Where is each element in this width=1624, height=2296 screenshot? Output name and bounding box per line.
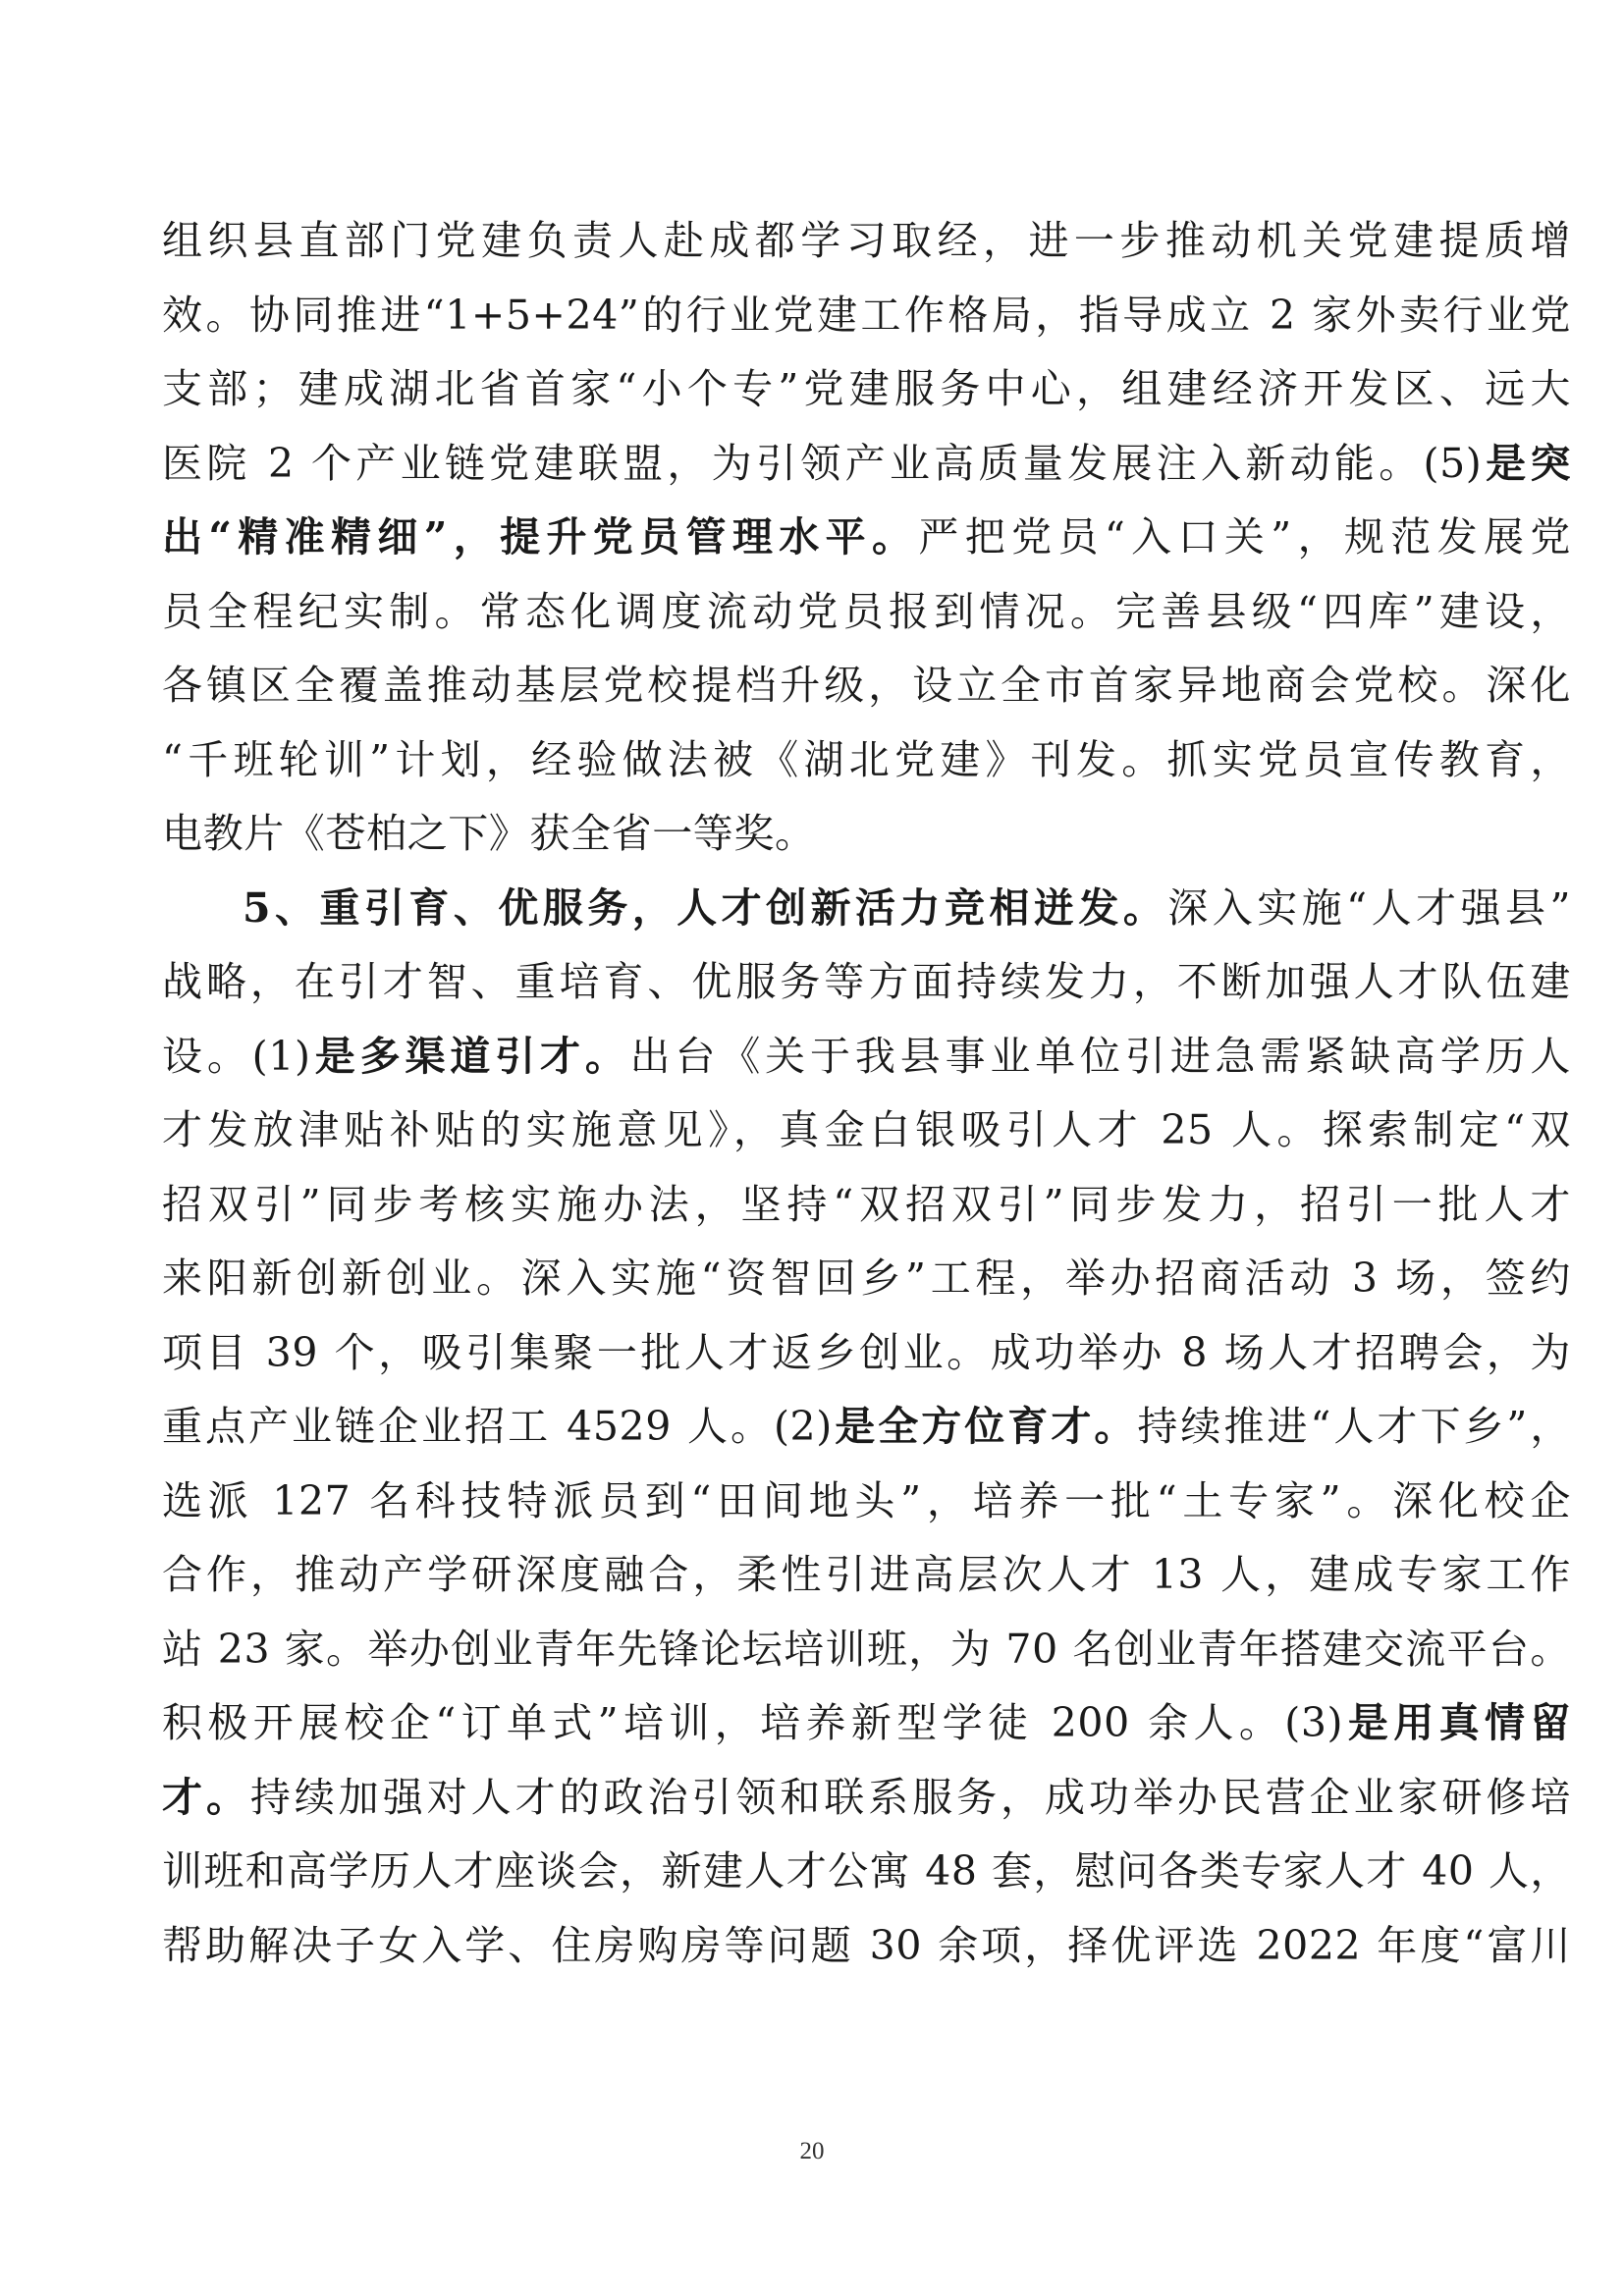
bold-heading: 是全方位育才。 xyxy=(832,1403,1138,1450)
text-line: 出“精准精细”，提升党员管理水平。严把党员“入口关”，规范发展党 xyxy=(162,513,1571,561)
text-line: 选派 127 名科技特派员到“田间地头”，培养一批“土专家”。深化校企 xyxy=(162,1476,1571,1524)
text-line: 来阳新创新创业。深入实施“资智回乡”工程，举办招商活动 3 场，签约 xyxy=(162,1255,1571,1302)
text-line: 才发放津贴补贴的实施意见》，真金白银吸引人才 25 人。探索制定“双 xyxy=(162,1106,1571,1153)
text-line: 项目 39 个，吸引集聚一批人才返乡创业。成功举办 8 场人才招聘会，为 xyxy=(162,1328,1571,1376)
text-line: 员全程纪实制。常态化调度流动党员报到情况。完善县级“四库”建设， xyxy=(162,587,1571,635)
bold-heading: 才。 xyxy=(162,1773,250,1821)
text-line: 电教片《苍柏之下》获全省一等奖。 xyxy=(162,810,816,857)
text-line: 合作，推动产学研深度融合，柔性引进高层次人才 13 人，建成专家工作 xyxy=(162,1551,1571,1598)
bold-heading: 是用真情留 xyxy=(1343,1699,1572,1746)
text-line: 各镇区全覆盖推动基层党校提档升级，设立全市首家异地商会党校。深化 xyxy=(162,662,1571,709)
page-number: 20 xyxy=(799,2138,825,2164)
text-line: 组织县直部门党建负责人赴成都学习取经，进一步推动机关党建提质增 xyxy=(162,217,1571,264)
text-line: 支部；建成湖北省首家“小个专”党建服务中心，组建经济开发区、远大 xyxy=(162,365,1571,412)
text-line: 效。协同推进“1+5+24”的行业党建工作格局，指导成立 2 家外卖行业党 xyxy=(162,291,1571,339)
text-line: 才。持续加强对人才的政治引领和联系服务，成功举办民营企业家研修培 xyxy=(162,1773,1572,1821)
text-line: 医院 2 个产业链党建联盟，为引领产业高质量发展注入新动能。(5)是突 xyxy=(162,439,1571,487)
text-line: 训班和高学历人才座谈会，新建人才公寓 48 套，慰问各类专家人才 40 人， xyxy=(162,1847,1571,1895)
text-line: “千班轮训”计划，经验做法被《湖北党建》刊发。抓实党员宣传教育， xyxy=(162,735,1571,783)
text-line: 设。(1)是多渠道引才。出台《关于我县事业单位引进急需紧缺高学历人 xyxy=(162,1032,1572,1080)
body-text xyxy=(162,204,1571,1983)
text-line: 积极开展校企“订单式”培训，培养新型学徒 200 余人。(3)是用真情留 xyxy=(162,1699,1572,1746)
text-line: 帮助解决子女入学、住房购房等问题 30 余项，择优评选 2022 年度“富川 xyxy=(162,1921,1571,1969)
text-line: 重点产业链企业招工 4529 人。(2)是全方位育才。持续推进“人才下乡”， xyxy=(162,1403,1571,1450)
text-line: 招双引”同步考核实施办法，坚持“双招双引”同步发力，招引一批人才 xyxy=(162,1180,1571,1228)
section-heading: 5、重引育、优服务，人才创新活力竞相迸发。 xyxy=(243,883,1168,932)
section-heading-line: 5、重引育、优服务，人才创新活力竞相迸发。深入实施“人才强县” xyxy=(243,883,1571,932)
text-line: 站 23 家。举办创业青年先锋论坛培训班，为 70 名创业青年搭建交流平台。 xyxy=(162,1625,1571,1673)
bold-heading: 是突 xyxy=(1482,439,1571,487)
text-line: 战略，在引才智、重培育、优服务等方面持续发力，不断加强人才队伍建 xyxy=(162,958,1571,1005)
bold-heading: 出“精准精细”，提升党员管理水平。 xyxy=(162,513,919,561)
bold-heading: 是多渠道引才。 xyxy=(310,1032,630,1080)
